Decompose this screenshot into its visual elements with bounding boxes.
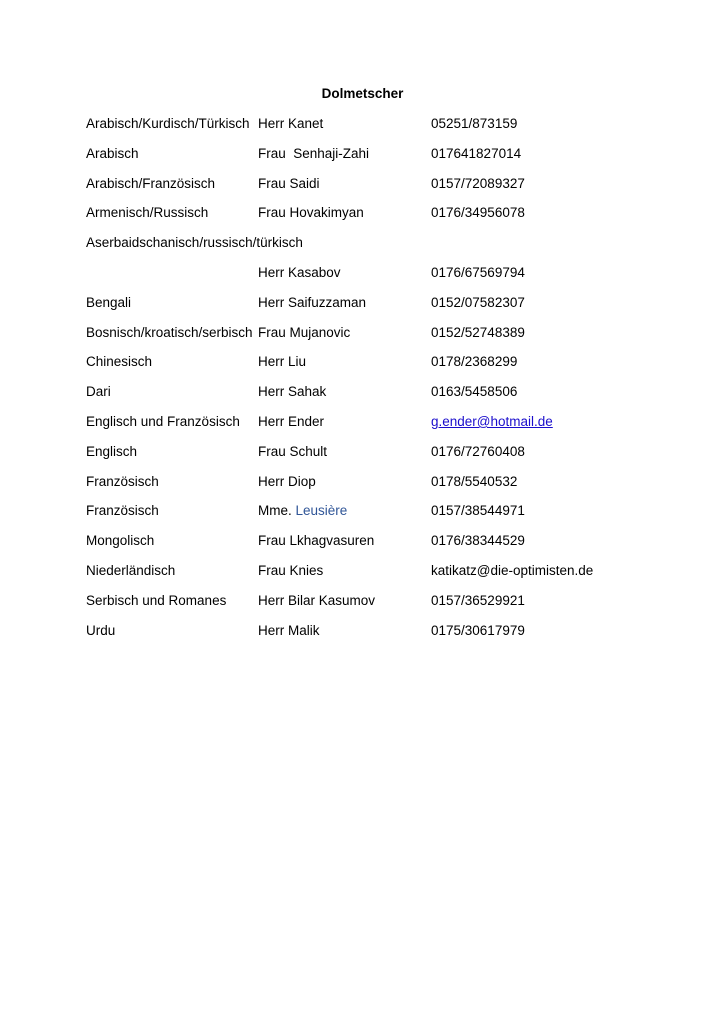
name-prefix: Mme. bbox=[258, 503, 292, 519]
language-cell: Französisch bbox=[86, 503, 159, 519]
phone-cell: 0163/5458506 bbox=[431, 384, 518, 400]
name-cell: Herr Diop bbox=[258, 473, 316, 489]
language-cell: Englisch und Französisch bbox=[86, 413, 240, 429]
name-cell: Frau Schult bbox=[258, 443, 328, 459]
phone-cell: 0176/72760408 bbox=[431, 443, 525, 459]
phone-cell: 0178/2368299 bbox=[431, 354, 518, 370]
name-surname: Leusière bbox=[295, 503, 348, 519]
language-cell: Serbisch und Romanes bbox=[86, 592, 227, 608]
name-cell: Herr Bilar Kasumov bbox=[258, 592, 376, 608]
name-cell: Frau Knies bbox=[258, 562, 324, 578]
phone-cell: 0178/5540532 bbox=[431, 473, 518, 489]
email-cell: katikatz@die-optimisten.de bbox=[431, 562, 594, 578]
name-cell bbox=[258, 503, 347, 519]
name-cell: Herr Kanet bbox=[258, 116, 324, 131]
name-cell: Herr Sahak bbox=[258, 384, 327, 400]
phone-cell: 05251/873159 bbox=[431, 116, 518, 131]
email-link[interactable]: g.ender@hotmail.de bbox=[431, 413, 553, 429]
phone-cell: 0157/72089327 bbox=[431, 175, 525, 191]
phone-cell: 0176/34956078 bbox=[431, 205, 525, 221]
name-cell: Herr Saifuzzaman bbox=[258, 294, 367, 310]
language-cell: Englisch bbox=[86, 443, 138, 459]
phone-cell: 0157/36529921 bbox=[431, 592, 525, 608]
language-cell: Dari bbox=[86, 384, 111, 400]
language-cell: Armenisch/Russisch bbox=[86, 205, 209, 221]
language-cell: Bosnisch/kroatisch/serbisch bbox=[86, 324, 253, 340]
name-cell: Herr Malik bbox=[258, 622, 320, 638]
page-title: Dolmetscher bbox=[321, 86, 404, 101]
name-cell: Frau Hovakimyan bbox=[258, 205, 364, 221]
name-cell: Frau Mujanovic bbox=[258, 324, 351, 340]
language-cell: Arabisch/Französisch bbox=[86, 175, 216, 191]
phone-cell: 0175/30617979 bbox=[431, 622, 525, 638]
language-cell: Chinesisch bbox=[86, 354, 153, 370]
language-cell: Französisch bbox=[86, 473, 159, 489]
language-cell: Urdu bbox=[86, 622, 116, 638]
language-cell: Arabisch bbox=[86, 145, 139, 161]
language-cell: Arabisch/Kurdisch/Türkisch bbox=[86, 116, 250, 131]
language-cell: Mongolisch bbox=[86, 533, 155, 549]
phone-cell: 0152/52748389 bbox=[431, 324, 525, 340]
name-cell: Herr Kasabov bbox=[258, 264, 341, 280]
name-cell: Frau Senhaji-Zahi bbox=[258, 145, 370, 161]
name-cell: Herr Ender bbox=[258, 413, 325, 429]
language-cell: Aserbaidschanisch/russisch/türkisch bbox=[86, 235, 303, 251]
phone-cell: 0152/07582307 bbox=[431, 294, 525, 310]
phone-cell: 0157/38544971 bbox=[431, 503, 525, 519]
language-cell: Bengali bbox=[86, 294, 132, 310]
phone-cell: 0176/38344529 bbox=[431, 533, 525, 549]
language-cell: Niederländisch bbox=[86, 562, 176, 578]
name-cell: Frau Lkhagvasuren bbox=[258, 533, 375, 549]
name-cell: Frau Saidi bbox=[258, 175, 320, 191]
phone-cell: 017641827014 bbox=[431, 145, 522, 161]
name-cell: Herr Liu bbox=[258, 354, 307, 370]
phone-cell: 0176/67569794 bbox=[431, 264, 525, 280]
